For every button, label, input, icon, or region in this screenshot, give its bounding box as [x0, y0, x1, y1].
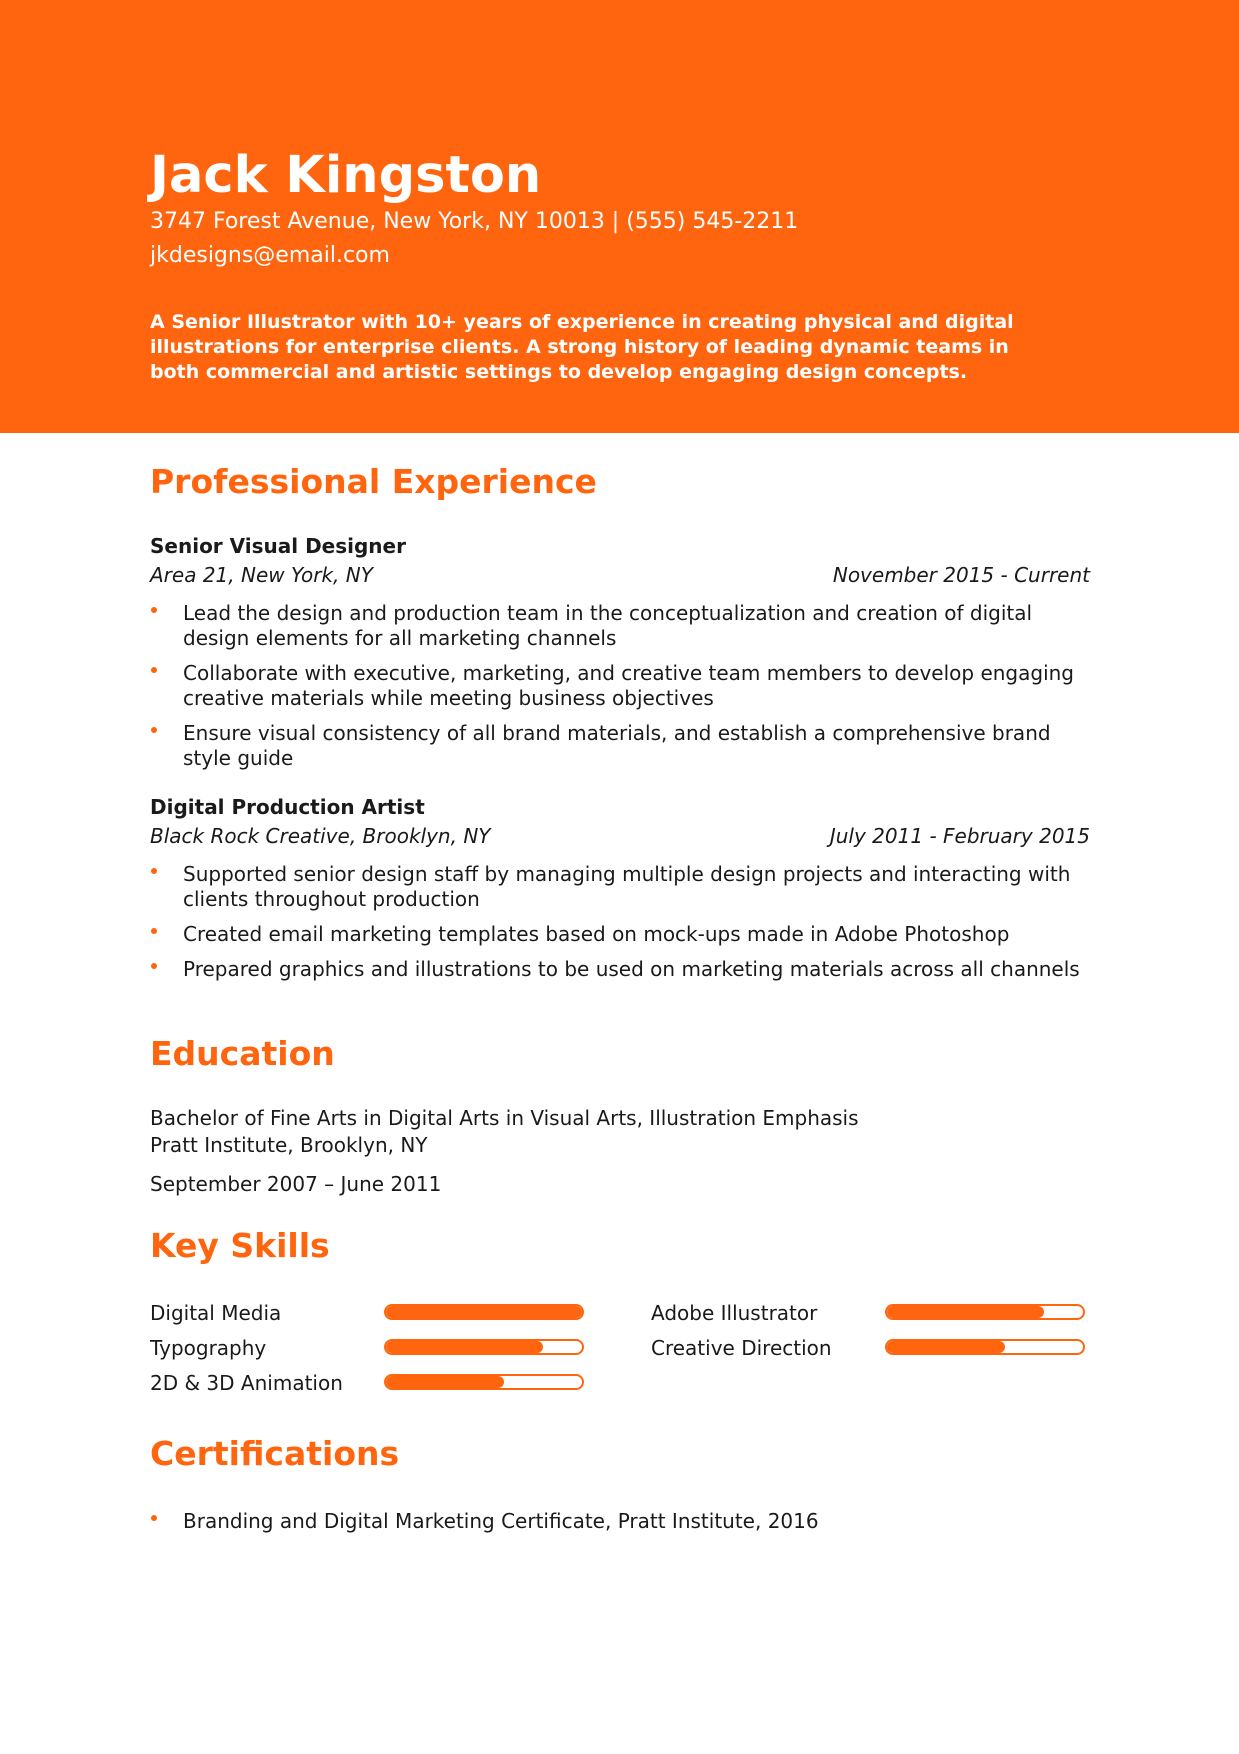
section-title-education: Education: [150, 1034, 335, 1073]
job-bullets: [150, 862, 1090, 992]
list-item: [150, 862, 1090, 912]
bullet-text: Supported senior design staff by managing multiple design projects and interacting with clients throughout production: [183, 862, 1071, 911]
skill-bar-fill: [386, 1341, 543, 1353]
skill-bar: [384, 1374, 584, 1390]
bullet-dot-icon: [151, 667, 157, 673]
skill-bar-fill: [386, 1306, 582, 1318]
bullet-text: Branding and Digital Marketing Certificate, Pratt Institute, 2016: [183, 1509, 819, 1533]
job-company: Area 21, New York, NY: [150, 563, 373, 587]
skill-bar-fill: [887, 1341, 1005, 1353]
skill-bar: [885, 1304, 1085, 1320]
skill-label: Typography: [150, 1336, 267, 1360]
bullet-dot-icon: [151, 868, 157, 874]
bullet-text: Lead the design and production team in the conceptualization and creation of digital design elements for all marketing channels: [183, 601, 1033, 650]
skill-bar-fill: [887, 1306, 1044, 1318]
list-item: [150, 661, 1090, 711]
contact-email: jkdesigns@email.com: [150, 243, 390, 268]
job-title: Digital Production Artist: [150, 795, 425, 819]
skill-label: Adobe Illustrator: [651, 1301, 818, 1325]
list-item: [150, 922, 1090, 947]
list-item: [150, 957, 1090, 982]
bullet-text: Created email marketing templates based on mock-ups made in Adobe Photoshop: [183, 922, 1010, 946]
bullet-text: Ensure visual consistency of all brand materials, and establish a comprehensive brand style guide: [183, 721, 1051, 770]
education-school: Pratt Institute, Brooklyn, NY: [150, 1133, 428, 1157]
skill-label: Creative Direction: [651, 1336, 832, 1360]
candidate-name: Jack Kingston: [150, 146, 542, 205]
skill-label: 2D & 3D Animation: [150, 1371, 343, 1395]
bullet-dot-icon: [151, 963, 157, 969]
skill-label: Digital Media: [150, 1301, 282, 1325]
list-item: [150, 1509, 1090, 1534]
bullet-dot-icon: [151, 727, 157, 733]
section-title-experience: Professional Experience: [150, 462, 597, 501]
section-title-skills: Key Skills: [150, 1226, 330, 1265]
skill-bar-fill: [386, 1376, 504, 1388]
contact-address-phone: 3747 Forest Avenue, New York, NY 10013 | (555) 545-2211: [150, 209, 799, 234]
header-banner: [0, 0, 1239, 433]
certification-list: [150, 1509, 1090, 1544]
skill-bar: [885, 1339, 1085, 1355]
bullet-text: Prepared graphics and illustrations to be used on marketing materials across all channels: [183, 957, 1080, 981]
section-title-certifications: Certifications: [150, 1434, 400, 1473]
job-title: Senior Visual Designer: [150, 534, 406, 558]
list-item: [150, 721, 1090, 771]
bullet-text: Collaborate with executive, marketing, and creative team members to develop engaging creative materials while meeting business objectives: [183, 661, 1075, 710]
education-degree: Bachelor of Fine Arts in Digital Arts in Visual Arts, Illustration Emphasis: [150, 1106, 859, 1130]
skill-bar: [384, 1304, 584, 1320]
list-item: [150, 601, 1090, 651]
bullet-dot-icon: [151, 1515, 157, 1521]
job-dates: November 2015 - Current: [832, 563, 1090, 587]
summary: A Senior Illustrator with 10+ years of experience in creating physical and digital illustrations for enterprise clients. A strong history of leading dynamic teams in both commercial and artistic settings to develop engaging design concepts.: [150, 311, 1014, 383]
skill-bar: [384, 1339, 584, 1355]
bullet-dot-icon: [151, 928, 157, 934]
job-bullets: [150, 601, 1090, 781]
bullet-dot-icon: [151, 607, 157, 613]
education-dates: September 2007 – June 2011: [150, 1172, 442, 1196]
job-dates: July 2011 - February 2015: [829, 824, 1090, 848]
job-company: Black Rock Creative, Brooklyn, NY: [150, 824, 491, 848]
